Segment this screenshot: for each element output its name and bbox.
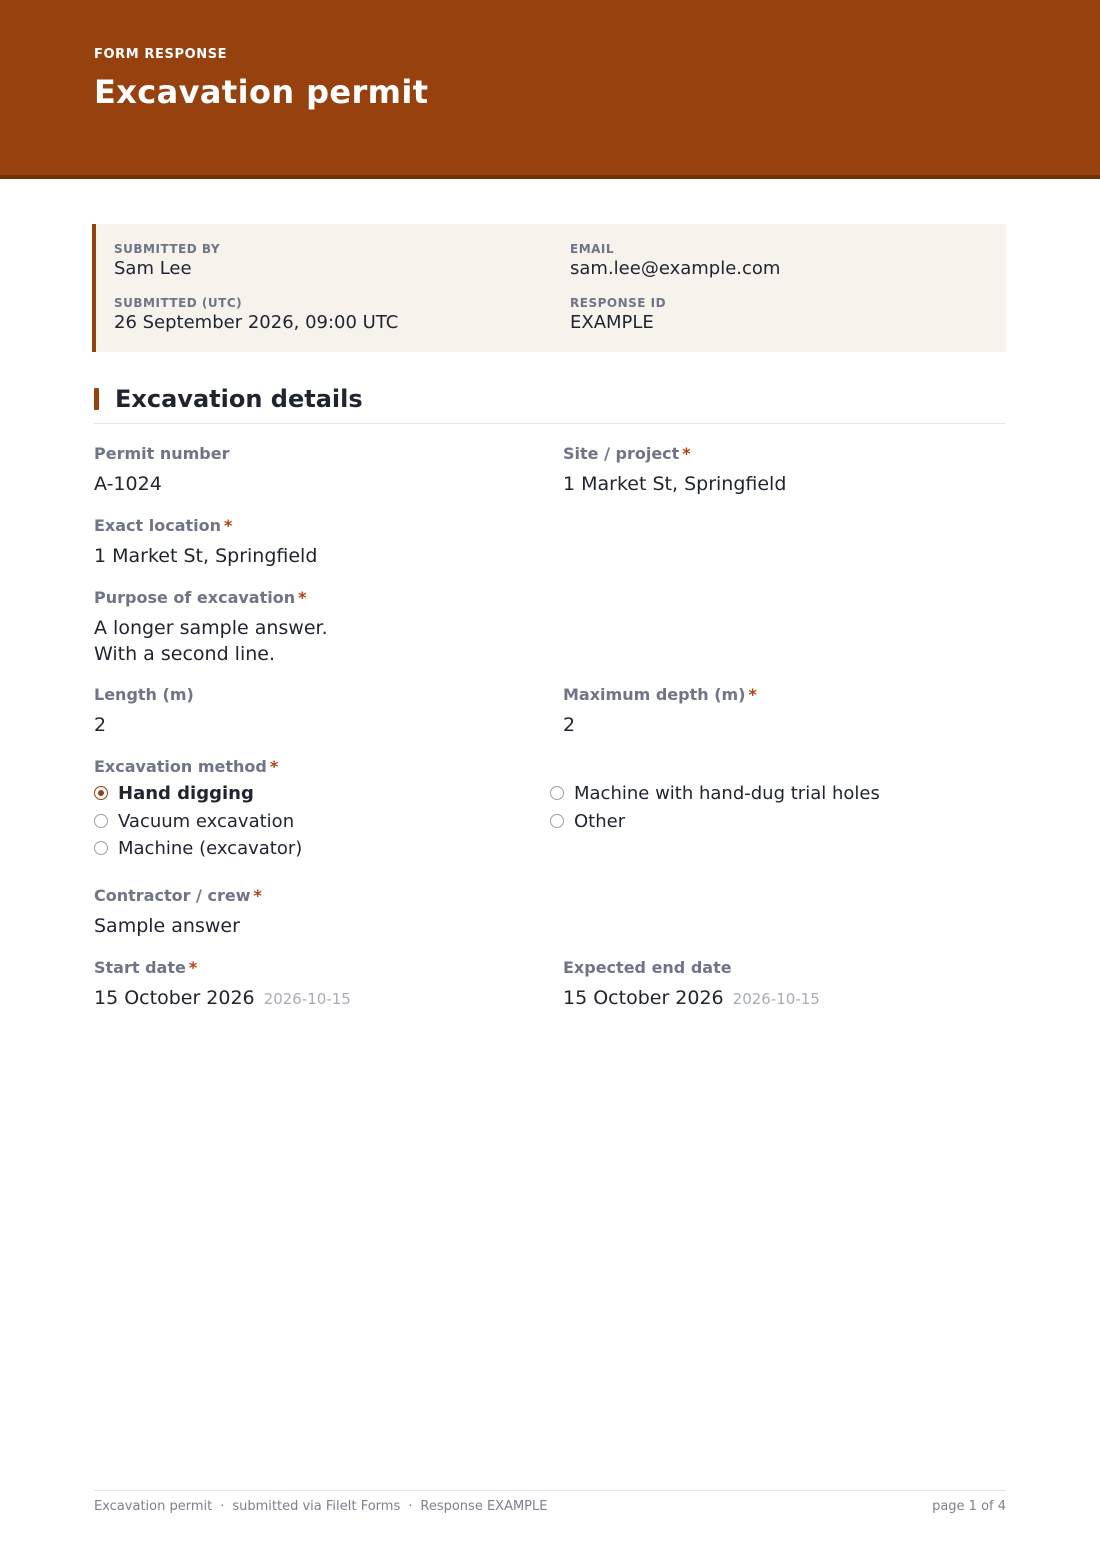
option-label: Hand digging <box>118 783 254 804</box>
required-marker: * <box>253 886 262 905</box>
method-option-machine <box>94 837 302 861</box>
footer-page-number: page 1 of 4 <box>932 1499 1006 1514</box>
field-label <box>94 886 262 906</box>
field-value: 2 <box>563 714 576 736</box>
form-header <box>0 0 1100 179</box>
field-label-text: Permit number <box>94 444 230 463</box>
page-footer <box>94 1490 1006 1514</box>
required-marker: * <box>224 516 233 535</box>
form-title: Excavation permit <box>94 73 429 111</box>
field-value: 2 <box>94 714 107 736</box>
footer-separator: · <box>220 1499 225 1514</box>
meta-submitted-utc-value: 26 September 2026, 09:00 UTC <box>114 312 399 333</box>
meta-submitted-utc-label: SUBMITTED (UTC) <box>114 296 243 310</box>
required-marker: * <box>682 444 691 463</box>
field-label-text: Exact location <box>94 516 222 535</box>
footer-response: Response EXAMPLE <box>420 1499 548 1514</box>
required-marker: * <box>298 588 307 607</box>
field-label <box>94 685 194 705</box>
field-label-text: Purpose of excavation <box>94 588 296 607</box>
meta-response-id <box>570 296 666 335</box>
field-label <box>563 958 820 978</box>
field-value: A-1024 <box>94 473 162 495</box>
field-label <box>94 588 328 608</box>
date-text: 15 October 2026 <box>94 987 255 1009</box>
section-accent-bar <box>94 388 99 410</box>
meta-email <box>570 242 780 281</box>
radio-unselected-icon <box>94 814 108 828</box>
option-label: Vacuum excavation <box>118 811 295 832</box>
field-excavation-method <box>94 757 278 777</box>
radio-unselected-icon <box>94 841 108 855</box>
field-length <box>94 685 194 738</box>
field-label <box>563 444 786 464</box>
method-option-machine-trial-holes <box>550 782 880 806</box>
date-text: 15 October 2026 <box>563 987 724 1009</box>
field-contractor <box>94 886 262 939</box>
meta-submitted-by-label: SUBMITTED BY <box>114 242 221 256</box>
field-value <box>94 985 351 1012</box>
meta-submitted-by <box>114 242 220 281</box>
field-label-text: Excavation method <box>94 757 267 776</box>
option-label: Machine (excavator) <box>118 838 303 859</box>
meta-response-id-value: EXAMPLE <box>570 312 654 333</box>
required-marker: * <box>269 757 279 776</box>
footer-form-name: Excavation permit <box>94 1499 213 1514</box>
required-marker: * <box>748 685 757 704</box>
field-label-text: Maximum depth (m) <box>563 685 746 704</box>
option-label: Other <box>574 811 626 832</box>
field-label <box>563 685 757 705</box>
field-label-text: Start date <box>94 958 186 977</box>
meta-submitted-utc <box>114 296 398 335</box>
footer-separator: · <box>408 1499 413 1514</box>
iso-date: 2026-10-15 <box>732 990 820 1008</box>
field-start-date <box>94 958 351 1012</box>
field-permit-number <box>94 444 230 497</box>
option-label: Machine with hand-dug trial holes <box>574 783 880 804</box>
footer-via: submitted via FileIt Forms <box>232 1499 401 1514</box>
field-label <box>94 757 278 777</box>
iso-date: 2026-10-15 <box>263 990 351 1008</box>
field-value: Sample answer <box>94 915 240 937</box>
field-exact-location <box>94 516 317 569</box>
field-site-project <box>563 444 786 497</box>
field-label <box>94 958 351 978</box>
radio-unselected-icon <box>550 814 564 828</box>
field-label-text: Length (m) <box>94 685 194 704</box>
meta-email-value: sam.lee@example.com <box>570 258 781 279</box>
header-kicker: FORM RESPONSE <box>94 47 228 62</box>
section-header <box>94 384 1006 424</box>
field-purpose <box>94 588 328 667</box>
field-value: 1 Market St, Springfield <box>94 545 318 567</box>
method-option-other <box>550 810 625 834</box>
field-end-date <box>563 958 820 1012</box>
meta-response-id-label: RESPONSE ID <box>570 296 667 310</box>
radio-selected-icon <box>94 786 108 800</box>
meta-submitted-by-value: Sam Lee <box>114 258 192 279</box>
field-label <box>94 444 230 464</box>
field-value: A longer sample answer. With a second line. <box>94 617 328 665</box>
field-label-text: Contractor / crew <box>94 886 251 905</box>
field-max-depth <box>563 685 757 738</box>
method-option-vacuum <box>94 810 294 834</box>
field-label-text: Site / project <box>563 444 680 463</box>
section-title: Excavation details <box>115 385 363 413</box>
field-label <box>94 516 317 536</box>
field-value: 1 Market St, Springfield <box>563 473 787 495</box>
field-label-text: Expected end date <box>563 958 732 977</box>
field-value <box>563 985 820 1012</box>
submission-meta-panel <box>92 224 1006 352</box>
method-option-hand-digging <box>94 782 254 806</box>
meta-email-label: EMAIL <box>570 242 615 256</box>
required-marker: * <box>188 958 198 977</box>
radio-unselected-icon <box>550 786 564 800</box>
